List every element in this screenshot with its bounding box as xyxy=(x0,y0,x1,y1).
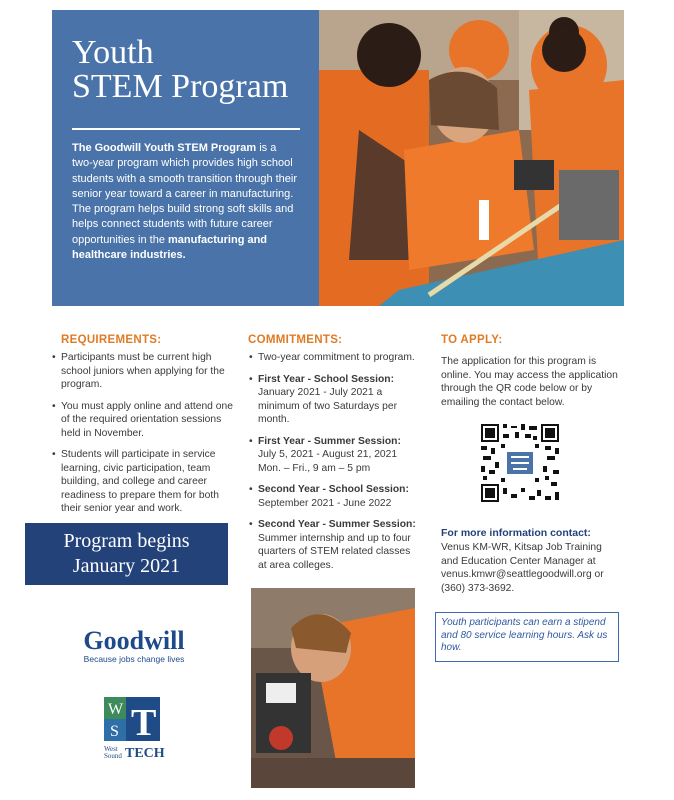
commitment-title: First Year - Summer Session: xyxy=(258,435,401,447)
commitment-item xyxy=(249,518,419,572)
hero-title-line2: STEM Program xyxy=(72,68,289,105)
svg-text:West: West xyxy=(104,745,118,753)
program-begins-banner xyxy=(25,523,228,585)
goodwill-logo-name: Goodwill xyxy=(83,626,185,655)
apply-text: The application for this program is online. You may access the application through the QR code below or by emailing the contact below. xyxy=(441,356,618,408)
west-sound-tech-logo xyxy=(104,697,165,761)
svg-text:TECH: TECH xyxy=(125,746,165,761)
commitment-title: Second Year - Summer Session: xyxy=(258,519,416,530)
requirement-item: • Participants must be current high school juniors when applying for the program. xyxy=(52,351,240,392)
commitment-item xyxy=(249,351,419,365)
svg-text:W: W xyxy=(108,701,124,718)
robotics-student-photo xyxy=(251,588,415,788)
commitments-heading: COMMITMENTS: xyxy=(248,334,343,346)
hero-intro-emph: manufacturing and healthcare industries. xyxy=(72,233,268,262)
commitment-text: Summer internship and up to four quarters of STEM related classes at area colleges. xyxy=(258,532,411,571)
hero-title xyxy=(72,36,288,104)
goodwill-logo xyxy=(74,628,194,664)
commitment-item xyxy=(249,373,419,427)
hero-panel xyxy=(52,10,624,306)
commitment-text: Two-year commitment to program. xyxy=(258,352,415,363)
requirements-heading: REQUIREMENTS: xyxy=(61,334,162,346)
goodwill-logo-tagline: Because jobs change lives xyxy=(83,654,185,664)
robotics-student-illustration xyxy=(251,588,415,788)
requirements-list xyxy=(52,351,240,524)
svg-text:Sound: Sound xyxy=(104,752,122,760)
commitment-item xyxy=(249,435,419,476)
hero-intro-text: is a two-year program which provides high school students with a smooth transition through their senior year toward a career in manufacturing. The program helps build strong soft skills and helps connect students with future career opportunities in the xyxy=(72,142,298,246)
program-begins-line2: January 2021 xyxy=(72,555,181,577)
stipend-callout: Youth participants can earn a stipend and 80 service learning hours. Ask us how. xyxy=(435,612,619,662)
commitment-title: Second Year - School Session: xyxy=(258,484,409,495)
apply-heading: TO APPLY: xyxy=(441,334,503,346)
contact-heading: For more information contact: xyxy=(441,527,591,539)
requirement-item: • You must apply online and attend one of the required orientation sessions held in November. xyxy=(52,400,240,441)
commitment-item xyxy=(249,483,419,510)
qr-code-graphic xyxy=(479,422,561,504)
commitment-text: July 5, 2021 - August 21, 2021 Mon. – Fri., 9 am – 5 pm xyxy=(258,449,398,474)
students-photo xyxy=(319,10,624,306)
hero-title-line1: Youth xyxy=(72,34,154,71)
svg-text:T: T xyxy=(131,702,157,744)
commitments-list xyxy=(249,351,419,580)
qr-code-icon[interactable] xyxy=(479,422,561,504)
contact-text: Venus KM-WR, Kitsap Job Training and Education Center Manager at venus.kmwr@seattlegoodwill.org or (360) 373-3692. xyxy=(441,542,604,594)
hero-divider xyxy=(72,128,300,130)
hero-intro xyxy=(72,141,298,263)
commitment-text: September 2021 - June 2022 xyxy=(258,497,392,509)
requirement-item: • Students will participate in service learning, civic participation, team building, and college and career readiness to prepare them for both their senior year and work. xyxy=(52,448,240,516)
commitment-title: First Year - School Session: xyxy=(258,373,395,385)
students-photo-illustration xyxy=(319,10,624,306)
hero-intro-bold: The Goodwill Youth STEM Program xyxy=(72,142,257,154)
commitment-text: January 2021 - July 2021 a minimum of two Saturdays per month. xyxy=(258,387,398,425)
program-begins-line1: Program begins xyxy=(63,530,190,552)
west-sound-tech-logo-mark xyxy=(104,697,165,761)
svg-text:S: S xyxy=(110,723,119,740)
